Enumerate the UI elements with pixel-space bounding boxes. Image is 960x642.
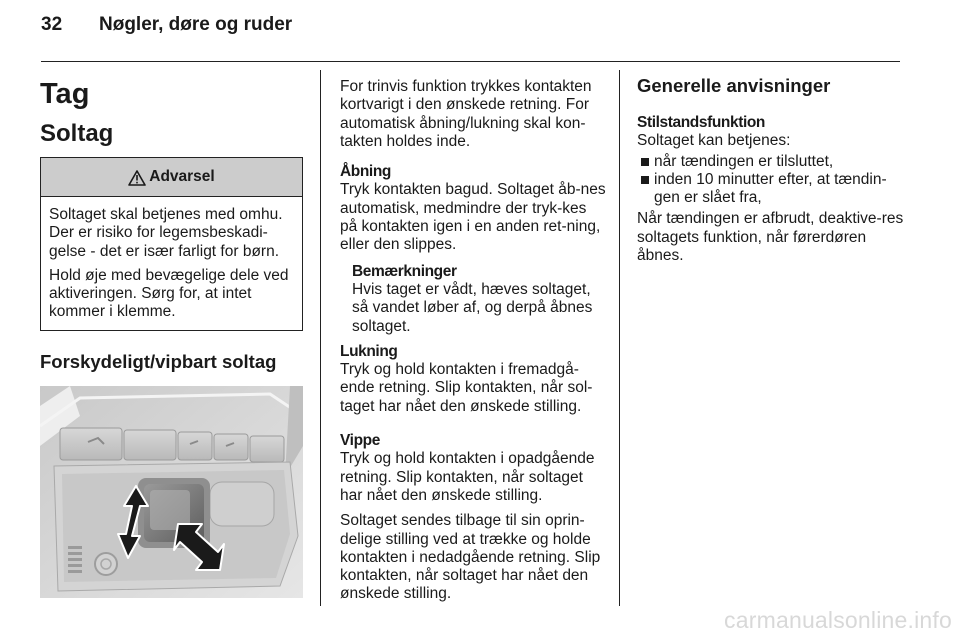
column-1 bbox=[40, 70, 303, 598]
bullet-square-icon bbox=[641, 158, 649, 166]
warning-paragraph: Hold øje med bevægelige dele ved aktiveringen. Sørg for, at intet kommer i klemme. bbox=[49, 266, 289, 321]
tilt-title: Vippe bbox=[340, 432, 380, 450]
warning-paragraph: Soltaget skal betjenes med omhu. Der er risiko for legemsbeskadi-gelse - det er især farligt for børn. bbox=[49, 206, 283, 260]
general-instructions-heading: Generelle anvisninger bbox=[637, 75, 831, 96]
standby-outro: Når tændingen er afbrudt, deaktive-res soltagets funktion, når førerdøren åbnes. bbox=[637, 210, 904, 265]
section-subheading-soltag: Soltag bbox=[40, 120, 114, 147]
watermark: carmanualsonline.info bbox=[724, 607, 952, 633]
note-title: Bemærkninger bbox=[352, 262, 457, 280]
chapter-title: Nøgler, døre og ruder bbox=[99, 14, 293, 35]
closing-text: Tryk og hold kontakten i fremadgå-ende retning. Slip kontakten, når sol-taget har nået den ønskede stilling. bbox=[340, 361, 593, 415]
warning-body bbox=[41, 197, 302, 330]
tilt-text: Tryk og hold kontakten i opadgående retning. Slip kontakten, når soltaget har nået den ønskede stilling. bbox=[340, 450, 595, 504]
warning-title: Advarsel bbox=[149, 167, 215, 185]
list-item: når tændingen er tilsluttet, bbox=[637, 153, 905, 171]
list-item: inden 10 minutter efter, at tændin-gen er slået fra, bbox=[637, 171, 905, 208]
page-number: 32 bbox=[41, 14, 63, 35]
column-2 bbox=[340, 70, 606, 604]
note-text: Hvis taget er vådt, hæves soltaget, så vandet løber af, og derpå åbnes soltaget. bbox=[352, 280, 593, 335]
bullet-square-icon bbox=[641, 176, 649, 184]
sunroof-switch-photo bbox=[40, 386, 303, 598]
standby-intro: Soltaget kan betjenes: bbox=[637, 132, 791, 150]
header-divider bbox=[41, 61, 900, 62]
intro-paragraph: For trinvis funktion trykkes kontakten kortvarigt i den ønskede retning. For automatisk åbning/lukning skal kon-takten holdes inde. bbox=[340, 78, 592, 150]
condition-list bbox=[637, 153, 905, 208]
page-header bbox=[41, 14, 292, 46]
opening-text: Tryk kontakten bagud. Soltaget åb-nes automatisk, medmindre der tryk-kes på kontakten igen i en anden ret-ning, eller den slippes. bbox=[340, 181, 606, 254]
closing-title: Lukning bbox=[340, 342, 398, 360]
warning-header bbox=[41, 158, 302, 197]
warning-box bbox=[40, 157, 303, 331]
section-heading-tag: Tag bbox=[40, 78, 90, 110]
column-divider-2 bbox=[619, 70, 620, 606]
warning-triangle-icon bbox=[128, 170, 146, 186]
standby-function-title: Stilstandsfunktion bbox=[637, 114, 765, 131]
note-block bbox=[340, 263, 606, 336]
column-3 bbox=[637, 70, 905, 265]
section-heading-sliding-roof: Forskydeligt/vipbart soltag bbox=[40, 350, 277, 372]
column-divider-1 bbox=[320, 70, 321, 606]
opening-title: Åbning bbox=[340, 163, 391, 181]
tilt-return-text: Soltaget sendes tilbage til sin oprin-delige stilling ved at trække og holde kontakten i nedadgående retning. Slip kontakten, når soltaget har nået den ønskede stilling. bbox=[340, 512, 601, 603]
